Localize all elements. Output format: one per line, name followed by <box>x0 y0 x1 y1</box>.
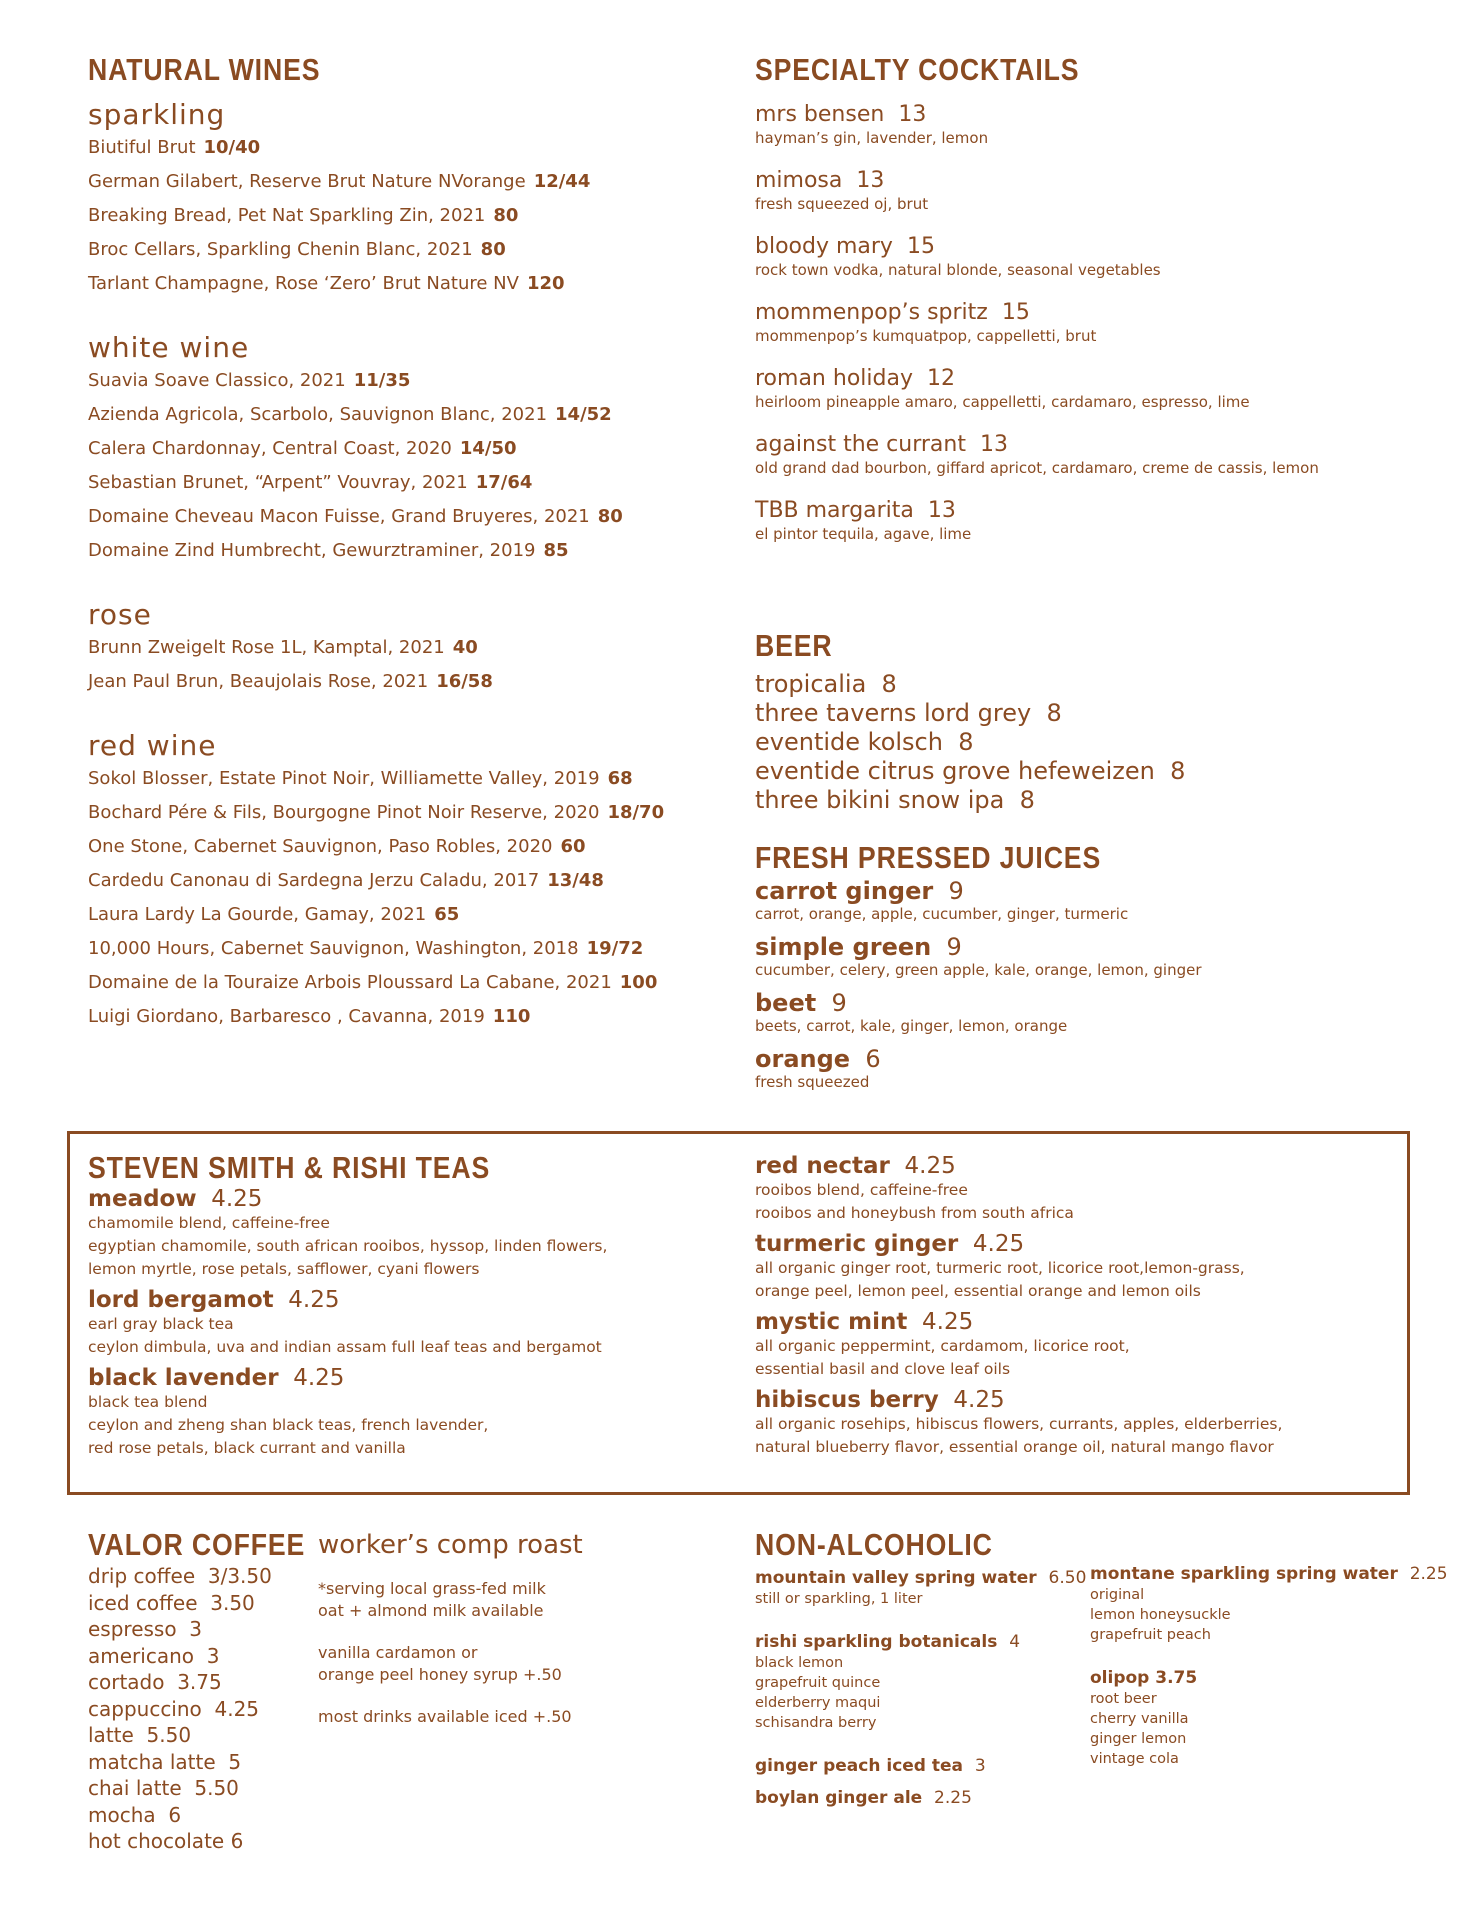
nonalc-price: 6.50 <box>1048 1568 1087 1588</box>
tea-price: 4.25 <box>211 1186 263 1212</box>
coffee-note-line: oat + almond milk available <box>318 1601 544 1620</box>
wine-price: 13/48 <box>547 870 604 891</box>
nonalc-heading: NON-ALCOHOLIC <box>755 1527 993 1562</box>
nonalc-sub: root beer <box>1090 1691 1157 1707</box>
tea-name-line <box>755 1231 1282 1257</box>
wine-item <box>88 932 664 966</box>
nonalc-name-line <box>755 1567 1086 1589</box>
nonalc-name: boylan ginger ale <box>755 1788 923 1808</box>
coffee-item: chai latte 5.50 <box>88 1776 239 1800</box>
tea-name: lord bergamot <box>88 1287 274 1313</box>
coffee-heading: VALOR COFFEE <box>88 1527 306 1562</box>
wine-name: 10,000 Hours, Cabernet Sauvignon, Washington, 2018 <box>88 938 579 959</box>
wine-name: Bochard Pére & Fils, Bourgogne Pinot Noir Reserve, 2020 <box>88 802 600 823</box>
tea-name: turmeric ginger <box>755 1231 959 1257</box>
tea-name-line <box>755 1153 1282 1179</box>
wine-name: Broc Cellars, Sparkling Chenin Blanc, 2021 <box>88 239 473 260</box>
cocktail-name-line <box>755 300 1319 326</box>
juice-desc: beets, carrot, kale, ginger, lemon, orange <box>755 1017 1068 1035</box>
nonalc-price: 4 <box>1009 1632 1021 1652</box>
coffee-roast-title: worker’s comp roast <box>318 1530 583 1560</box>
nonalc-sub: vintage cola <box>1090 1751 1179 1767</box>
wine-group-title: sparkling <box>88 98 226 131</box>
coffee-note-line: orange peel honey syrup +.50 <box>318 1665 562 1684</box>
wine-price: 11/35 <box>353 370 411 391</box>
nonalc-price: 3 <box>974 1756 986 1776</box>
tea-desc: red rose petals, black currant and vanilla <box>88 1439 406 1457</box>
tea-price: 4.25 <box>904 1153 956 1179</box>
coffee-note-line: *serving local grass-fed milk <box>318 1579 546 1598</box>
tea-desc: all organic peppermint, cardamom, licorice root, <box>755 1337 1130 1355</box>
tea-desc: ceylon dimbula, uva and indian assam full leaf teas and bergamot <box>88 1338 602 1356</box>
tea-frame-left <box>67 1131 70 1495</box>
cocktail-desc: hayman’s gin, lavender, lemon <box>755 129 989 147</box>
coffee-notes <box>318 1578 583 1728</box>
beer-item: eventide citrus grove hefeweizen 8 <box>755 757 1186 785</box>
nonalc-item <box>755 1787 1086 1809</box>
cocktail-item <box>755 300 1319 346</box>
wine-item <box>88 466 664 500</box>
cocktail-price: 13 <box>979 432 1008 457</box>
cocktail-item <box>755 498 1319 544</box>
tea-frame-bottom <box>67 1492 1410 1495</box>
juice-list <box>755 878 1202 1092</box>
tea-desc: lemon myrtle, rose petals, safflower, cyani flowers <box>88 1260 480 1278</box>
nonalc-sub: black lemon <box>755 1655 844 1671</box>
wine-price: 16/58 <box>436 671 493 692</box>
wine-price: 120 <box>526 273 565 294</box>
tea-desc: rooibos and honeybush from south africa <box>755 1204 1074 1222</box>
juice-desc: carrot, orange, apple, cucumber, ginger, turmeric <box>755 905 1129 923</box>
tea-name: hibiscus berry <box>755 1387 939 1413</box>
cocktails-section <box>755 52 1319 564</box>
wine-item <box>88 762 664 796</box>
wine-item <box>88 364 664 398</box>
tea-desc: all organic ginger root, turmeric root, licorice root,lemon-grass, <box>755 1259 1245 1277</box>
juice-name-line <box>755 990 1202 1016</box>
beer-heading: BEER <box>755 628 833 663</box>
tea-desc: earl gray black tea <box>88 1315 234 1333</box>
nonalc-name-line <box>755 1631 1086 1653</box>
juice-name-line <box>755 1046 1202 1072</box>
juice-name: carrot ginger <box>755 877 934 905</box>
juice-desc: fresh squeezed <box>755 1073 870 1091</box>
nonalc-sub: grapefruit peach <box>1090 1627 1211 1643</box>
coffee-item: latte 5.50 <box>88 1723 192 1747</box>
cocktail-name: against the currant <box>755 432 966 457</box>
tea-item <box>755 1387 1282 1459</box>
cocktail-item <box>755 102 1319 148</box>
wine-item <box>88 398 664 432</box>
wine-price: 17/64 <box>475 472 533 493</box>
tea-desc: all organic rosehips, hibiscus flowers, currants, apples, elderberries, <box>755 1415 1283 1433</box>
nonalc-name: ginger peach iced tea <box>755 1756 964 1776</box>
tea-name-line <box>88 1287 607 1313</box>
tea-item <box>88 1287 607 1359</box>
tea-price: 4.25 <box>288 1287 340 1313</box>
cocktail-name-line <box>755 168 1319 194</box>
tea-name-line <box>755 1309 1282 1335</box>
wine-item <box>88 432 664 466</box>
cocktail-price: 12 <box>926 366 955 391</box>
beer-item: three bikini snow ipa 8 <box>755 786 1035 814</box>
teas-heading: STEVEN SMITH & RISHI TEAS <box>88 1150 491 1185</box>
nonalc-name-line <box>1090 1563 1448 1585</box>
wine-name: Laura Lardy La Gourde, Gamay, 2021 <box>88 904 427 925</box>
cocktail-price: 15 <box>1001 300 1030 325</box>
tea-name-line <box>88 1365 607 1391</box>
nonalc-item <box>1090 1563 1448 1645</box>
cocktail-desc: fresh squeezed oj, brut <box>755 195 929 213</box>
tea-item <box>755 1231 1282 1303</box>
wine-price: 40 <box>452 637 478 658</box>
tea-name: meadow <box>88 1186 197 1212</box>
cocktail-price: 13 <box>856 168 885 193</box>
wine-item <box>88 233 664 267</box>
beer-item: eventide kolsch 8 <box>755 728 974 756</box>
tea-price: 4.25 <box>293 1365 345 1391</box>
coffee-item: hot chocolate 6 <box>88 1829 244 1853</box>
tea-price: 4.25 <box>953 1387 1005 1413</box>
nonalc-sub: grapefruit quince <box>755 1675 881 1691</box>
coffee-item: matcha latte 5 <box>88 1749 242 1774</box>
wine-name: Tarlant Champagne, Rose ‘Zero’ Brut Nature NV <box>88 273 519 294</box>
wine-name: Breaking Bread, Pet Nat Sparkling Zin, 2021 <box>88 205 486 226</box>
tea-name: mystic mint <box>755 1309 908 1335</box>
cocktail-list <box>755 102 1319 544</box>
coffee-note-line: most drinks available iced +.50 <box>318 1707 572 1726</box>
beer-item: three taverns lord grey 8 <box>755 699 1062 727</box>
tea-name: black lavender <box>88 1365 279 1391</box>
tea-frame-top <box>67 1131 1410 1134</box>
wine-group <box>88 98 664 301</box>
juice-price: 9 <box>946 933 962 961</box>
wine-group <box>88 331 664 568</box>
cocktail-name: bloody mary <box>755 234 893 259</box>
nonalc-item <box>755 1631 1086 1733</box>
nonalc-item <box>755 1567 1086 1609</box>
wine-name: Domaine Zind Humbrecht, Gewurztraminer, 2019 <box>88 540 536 561</box>
wine-name: Cardedu Canonau di Sardegna Jerzu Caladu, 2017 <box>88 870 540 891</box>
wine-item <box>88 830 664 864</box>
tea-item <box>755 1153 1282 1225</box>
beer-list <box>755 670 1185 815</box>
wine-price: 10/40 <box>203 137 261 158</box>
wine-name: Jean Paul Brun, Beaujolais Rose, 2021 <box>88 671 429 692</box>
cocktails-heading: SPECIALTY COCKTAILS <box>755 52 1080 87</box>
nonalc-name-line <box>755 1787 1086 1809</box>
cocktail-name: TBB margarita <box>755 498 914 523</box>
tea-price: 4.25 <box>922 1309 974 1335</box>
wine-name: Domaine de la Touraize Arbois Ploussard La Cabane, 2021 <box>88 972 612 993</box>
coffee-item: mocha 6 <box>88 1802 182 1827</box>
nonalc-sub: lemon honeysuckle <box>1090 1607 1231 1623</box>
wine-name: Brunn Zweigelt Rose 1L, Kamptal, 2021 <box>88 637 445 658</box>
cocktail-name: mimosa <box>755 168 843 193</box>
cocktail-price: 13 <box>898 102 927 127</box>
wine-item <box>88 898 664 932</box>
tea-frame-right <box>1407 1131 1410 1495</box>
wine-price: 60 <box>560 836 586 857</box>
beer-item: tropicalia 8 <box>755 670 897 698</box>
wine-name: German Gilabert, Reserve Brut Nature NVorange <box>88 171 526 192</box>
juice-name: orange <box>755 1045 851 1073</box>
nonalc-sub: original <box>1090 1587 1145 1603</box>
coffee-item: cortado 3.75 <box>88 1670 222 1694</box>
wine-price: 14/52 <box>555 404 612 425</box>
cocktail-name-line <box>755 432 1319 458</box>
cocktail-desc: rock town vodka, natural blonde, seasonal vegetables <box>755 261 1161 279</box>
nonalc-sub: ginger lemon <box>1090 1731 1187 1747</box>
juice-price: 6 <box>865 1045 881 1073</box>
tea-desc: egyptian chamomile, south african rooibos, hyssop, linden flowers, <box>88 1237 608 1255</box>
juices-heading: FRESH PRESSED JUICES <box>755 840 1102 875</box>
coffee-roast-block <box>318 1530 583 1748</box>
cocktail-name-line <box>755 102 1319 128</box>
cocktail-item <box>755 234 1319 280</box>
nonalc-price: 2.25 <box>934 1788 972 1808</box>
wine-item <box>88 165 664 199</box>
juice-price: 9 <box>948 877 964 905</box>
cocktail-name: roman holiday <box>755 366 913 391</box>
nonalc-list-left <box>755 1567 1086 1809</box>
nonalc-name-line <box>1090 1667 1448 1689</box>
wine-item <box>88 199 664 233</box>
wine-item <box>88 796 664 830</box>
wine-price: 80 <box>597 506 623 527</box>
nonalc-sub: still or sparkling, 1 liter <box>755 1591 923 1607</box>
wine-price: 110 <box>492 1006 531 1027</box>
wine-price: 18/70 <box>607 802 665 823</box>
wine-price: 65 <box>434 904 460 925</box>
tea-desc: orange peel, lemon peel, essential orange and lemon oils <box>755 1282 1201 1300</box>
wine-group <box>88 729 664 1034</box>
wine-group-title: red wine <box>88 729 217 762</box>
coffee-item: drip coffee 3/3.50 <box>88 1564 272 1588</box>
cocktail-desc: el pintor tequila, agave, lime <box>755 525 972 543</box>
nonalc-section <box>755 1527 1086 1809</box>
coffee-note-line: vanilla cardamon or <box>318 1643 478 1662</box>
tea-item <box>88 1186 607 1281</box>
juice-price: 9 <box>831 989 847 1017</box>
nonalc-sub: schisandra berry <box>755 1715 877 1731</box>
wine-name: Sebastian Brunet, “Arpent” Vouvray, 2021 <box>88 472 468 493</box>
wine-price: 80 <box>480 239 506 260</box>
wine-name: Suavia Soave Classico, 2021 <box>88 370 346 391</box>
cocktail-item <box>755 366 1319 412</box>
wine-item <box>88 131 664 165</box>
juice-name: simple green <box>755 933 932 961</box>
nonalc-name: montane sparkling spring water <box>1090 1564 1398 1584</box>
wine-item <box>88 966 664 1000</box>
tea-desc: essential basil and clove leaf oils <box>755 1360 1011 1378</box>
coffee-note <box>318 1578 583 1622</box>
nonalc-sub: elderberry maqui <box>755 1695 881 1711</box>
wine-group <box>88 598 664 699</box>
juices-section <box>755 840 1202 1102</box>
tea-item <box>88 1365 607 1460</box>
coffee-note <box>318 1706 583 1728</box>
nonalc-name: mountain valley spring water <box>755 1568 1037 1588</box>
wine-group-title: white wine <box>88 331 250 364</box>
tea-desc: natural blueberry flavor, essential orange oil, natural mango flavor <box>755 1438 1274 1456</box>
beer-section <box>755 628 1185 815</box>
tea-desc: black tea blend <box>88 1393 208 1411</box>
tea-item <box>755 1309 1282 1381</box>
coffee-item: espresso 3 <box>88 1617 203 1641</box>
tea-name-line <box>88 1186 607 1212</box>
coffee-item: americano 3 <box>88 1643 220 1668</box>
cocktail-desc: mommenpop’s kumquatpop, cappelletti, brut <box>755 327 1097 345</box>
wine-name: Calera Chardonnay, Central Coast, 2020 <box>88 438 452 459</box>
nonalc-item <box>1090 1667 1448 1769</box>
tea-desc: chamomile blend, caffeine-free <box>88 1214 330 1232</box>
cocktail-item <box>755 168 1319 214</box>
tea-price: 4.25 <box>972 1231 1025 1257</box>
coffee-note <box>318 1642 583 1686</box>
wine-name: One Stone, Cabernet Sauvignon, Paso Robles, 2020 <box>88 836 553 857</box>
wine-name: Azienda Agricola, Scarbolo, Sauvignon Blanc, 2021 <box>88 404 548 425</box>
cocktail-price: 13 <box>927 498 956 523</box>
juice-desc: cucumber, celery, green apple, kale, orange, lemon, ginger <box>755 961 1202 979</box>
wine-item <box>88 534 664 568</box>
wine-price: 12/44 <box>533 171 591 192</box>
wines-section <box>88 52 664 1034</box>
tea-name-line <box>755 1387 1282 1413</box>
cocktail-item <box>755 432 1319 478</box>
nonalc-list-right <box>1090 1563 1448 1769</box>
juice-name: beet <box>755 989 817 1017</box>
cocktail-name-line <box>755 366 1319 392</box>
nonalc-price: 2.25 <box>1409 1564 1448 1584</box>
cocktail-name: mommenpop’s spritz <box>755 300 988 325</box>
wines-heading: NATURAL WINES <box>88 52 321 87</box>
nonalc-name: rishi sparkling botanicals <box>755 1632 998 1652</box>
wine-name: Biutiful Brut <box>88 137 196 158</box>
wine-price: 14/50 <box>459 438 517 459</box>
wine-price: 85 <box>543 540 569 561</box>
wine-name: Luigi Giordano, Barbaresco , Cavanna, 2019 <box>88 1006 485 1027</box>
tea-list-right <box>755 1153 1282 1465</box>
wine-item <box>88 631 664 665</box>
coffee-item: iced coffee 3.50 <box>88 1590 255 1615</box>
wine-item <box>88 665 664 699</box>
coffee-item: cappuccino 4.25 <box>88 1696 260 1721</box>
cocktail-price: 15 <box>906 234 935 259</box>
nonalc-name: olipop 3.75 <box>1090 1668 1198 1688</box>
wine-name: Domaine Cheveau Macon Fuisse, Grand Bruyeres, 2021 <box>88 506 590 527</box>
juice-name-line <box>755 878 1202 904</box>
coffee-section <box>88 1527 341 1855</box>
wine-item <box>88 864 664 898</box>
tea-desc: ceylon and zheng shan black teas, french lavender, <box>88 1416 489 1434</box>
tea-desc: rooibos blend, caffeine-free <box>755 1181 968 1199</box>
nonalc-item <box>755 1755 1086 1777</box>
tea-list-left <box>88 1186 607 1460</box>
coffee-list <box>88 1563 341 1855</box>
wine-price: 80 <box>493 205 519 226</box>
cocktail-name: mrs bensen <box>755 102 885 127</box>
wine-group-title: rose <box>88 598 152 631</box>
wine-groups <box>88 98 664 1034</box>
cocktail-name-line <box>755 498 1319 524</box>
wine-price: 100 <box>619 972 658 993</box>
wine-item <box>88 1000 664 1034</box>
nonalc-sub: cherry vanilla <box>1090 1711 1189 1727</box>
wine-price: 68 <box>607 768 633 789</box>
wine-item <box>88 500 664 534</box>
nonalc-name-line <box>755 1755 1086 1777</box>
tea-name: red nectar <box>755 1153 890 1179</box>
wine-name: Sokol Blosser, Estate Pinot Noir, Williamette Valley, 2019 <box>88 768 600 789</box>
wine-item <box>88 267 664 301</box>
teas-section <box>88 1150 607 1466</box>
cocktail-name-line <box>755 234 1319 260</box>
cocktail-desc: old grand dad bourbon, giffard apricot, cardamaro, creme de cassis, lemon <box>755 459 1319 477</box>
wine-price: 19/72 <box>586 938 644 959</box>
cocktail-desc: heirloom pineapple amaro, cappelletti, cardamaro, espresso, lime <box>755 393 1250 411</box>
juice-name-line <box>755 934 1202 960</box>
